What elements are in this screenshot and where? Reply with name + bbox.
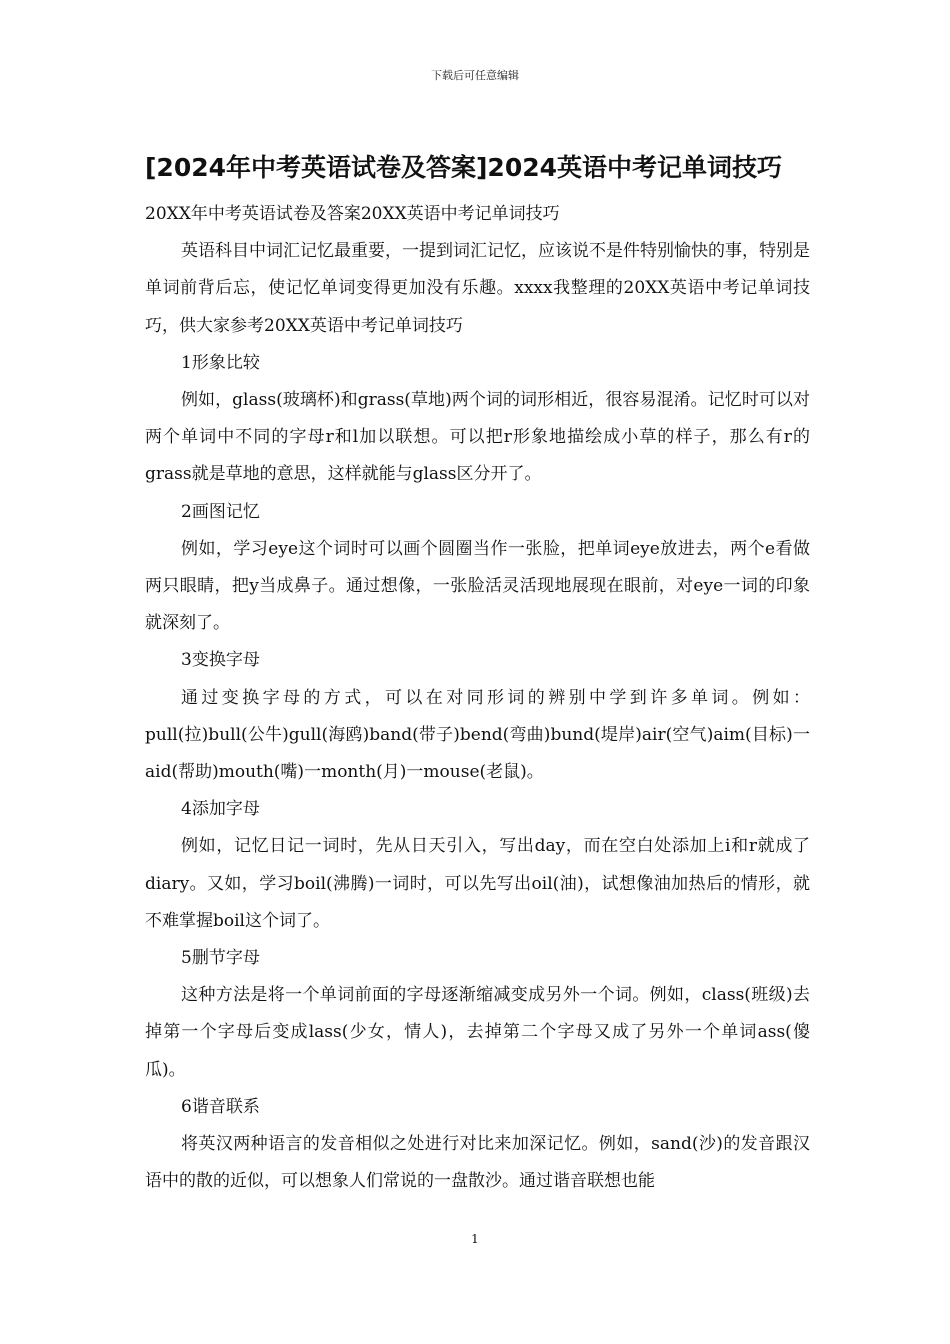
header-note: 下载后可任意编辑 (431, 69, 519, 82)
section-paragraph: 例如，glass(玻璃杯)和grass(草地)两个词的词形相近，很容易混淆。记忆时可以对两个单词中不同的字母r和l加以联想。可以把r形象地描绘成小草的样子，那么有r的grass就是草地的意思，这样就能与glass区分开了。 (145, 390, 810, 485)
subtitle-paragraph: 20XX年中考英语试卷及答案20XX英语中考记单词技巧 (145, 204, 560, 224)
section-heading: 3变换字母 (181, 650, 260, 671)
section-heading: 5删节字母 (181, 948, 260, 969)
intro-paragraph: 英语科目中词汇记忆最重要，一提到词汇记忆，应该说不是件特别愉快的事，特别是单词前背后忘，使记忆单词变得更加没有乐趣。xxxx我整理的20XX英语中考记单词技巧，供大家参考20XX英语中考记单词技巧 (145, 241, 810, 336)
page-number: 1 (471, 1232, 479, 1246)
document-body (145, 196, 810, 1200)
section-heading: 2画图记忆 (181, 501, 260, 522)
document-title: [2024年中考英语试卷及答案]2024英语中考记单词技巧 (145, 153, 783, 182)
section-paragraph: 将英汉两种语言的发音相似之处进行对比来加深记忆。例如，sand(沙)的发音跟汉语中的散的近似，可以想象人们常说的一盘散沙。通过谐音联想也能 (145, 1134, 810, 1192)
section-paragraph: 这种方法是将一个单词前面的字母逐渐缩减变成另外一个词。例如，class(班级)去掉第一个字母后变成lass(少女，情人)，去掉第二个字母又成了另外一个单词ass(傻瓜)。 (145, 985, 810, 1080)
section-paragraph: 例如，学习eye这个词时可以画个圆圈当作一张脸，把单词eye放进去，两个e看做两只眼睛，把y当成鼻子。通过想像，一张脸活灵活现地展现在眼前，对eye一词的印象就深刻了。 (145, 538, 810, 634)
section-paragraph: 通过变换字母的方式，可以在对同形词的辨别中学到许多单词。例如：pull(拉)bull(公牛)gull(海鸥)band(带子)bend(弯曲)bund(堤岸)air(空气)aim(目标)一aid(帮助)mouth(嘴)一month(月)一mouse(老鼠)。 (145, 687, 810, 783)
section-paragraph: 例如，记忆日记一词时，先从日天引入，写出day，而在空白处添加上i和r就成了diary。又如，学习boil(沸腾)一词时，可以先写出oil(油)，试想像油加热后的情形，就不难掌握boil这个词了。 (145, 836, 810, 931)
section-heading: 4添加字母 (181, 799, 260, 820)
section-heading: 1形象比较 (181, 352, 260, 373)
section-heading: 6谐音联系 (181, 1096, 260, 1117)
